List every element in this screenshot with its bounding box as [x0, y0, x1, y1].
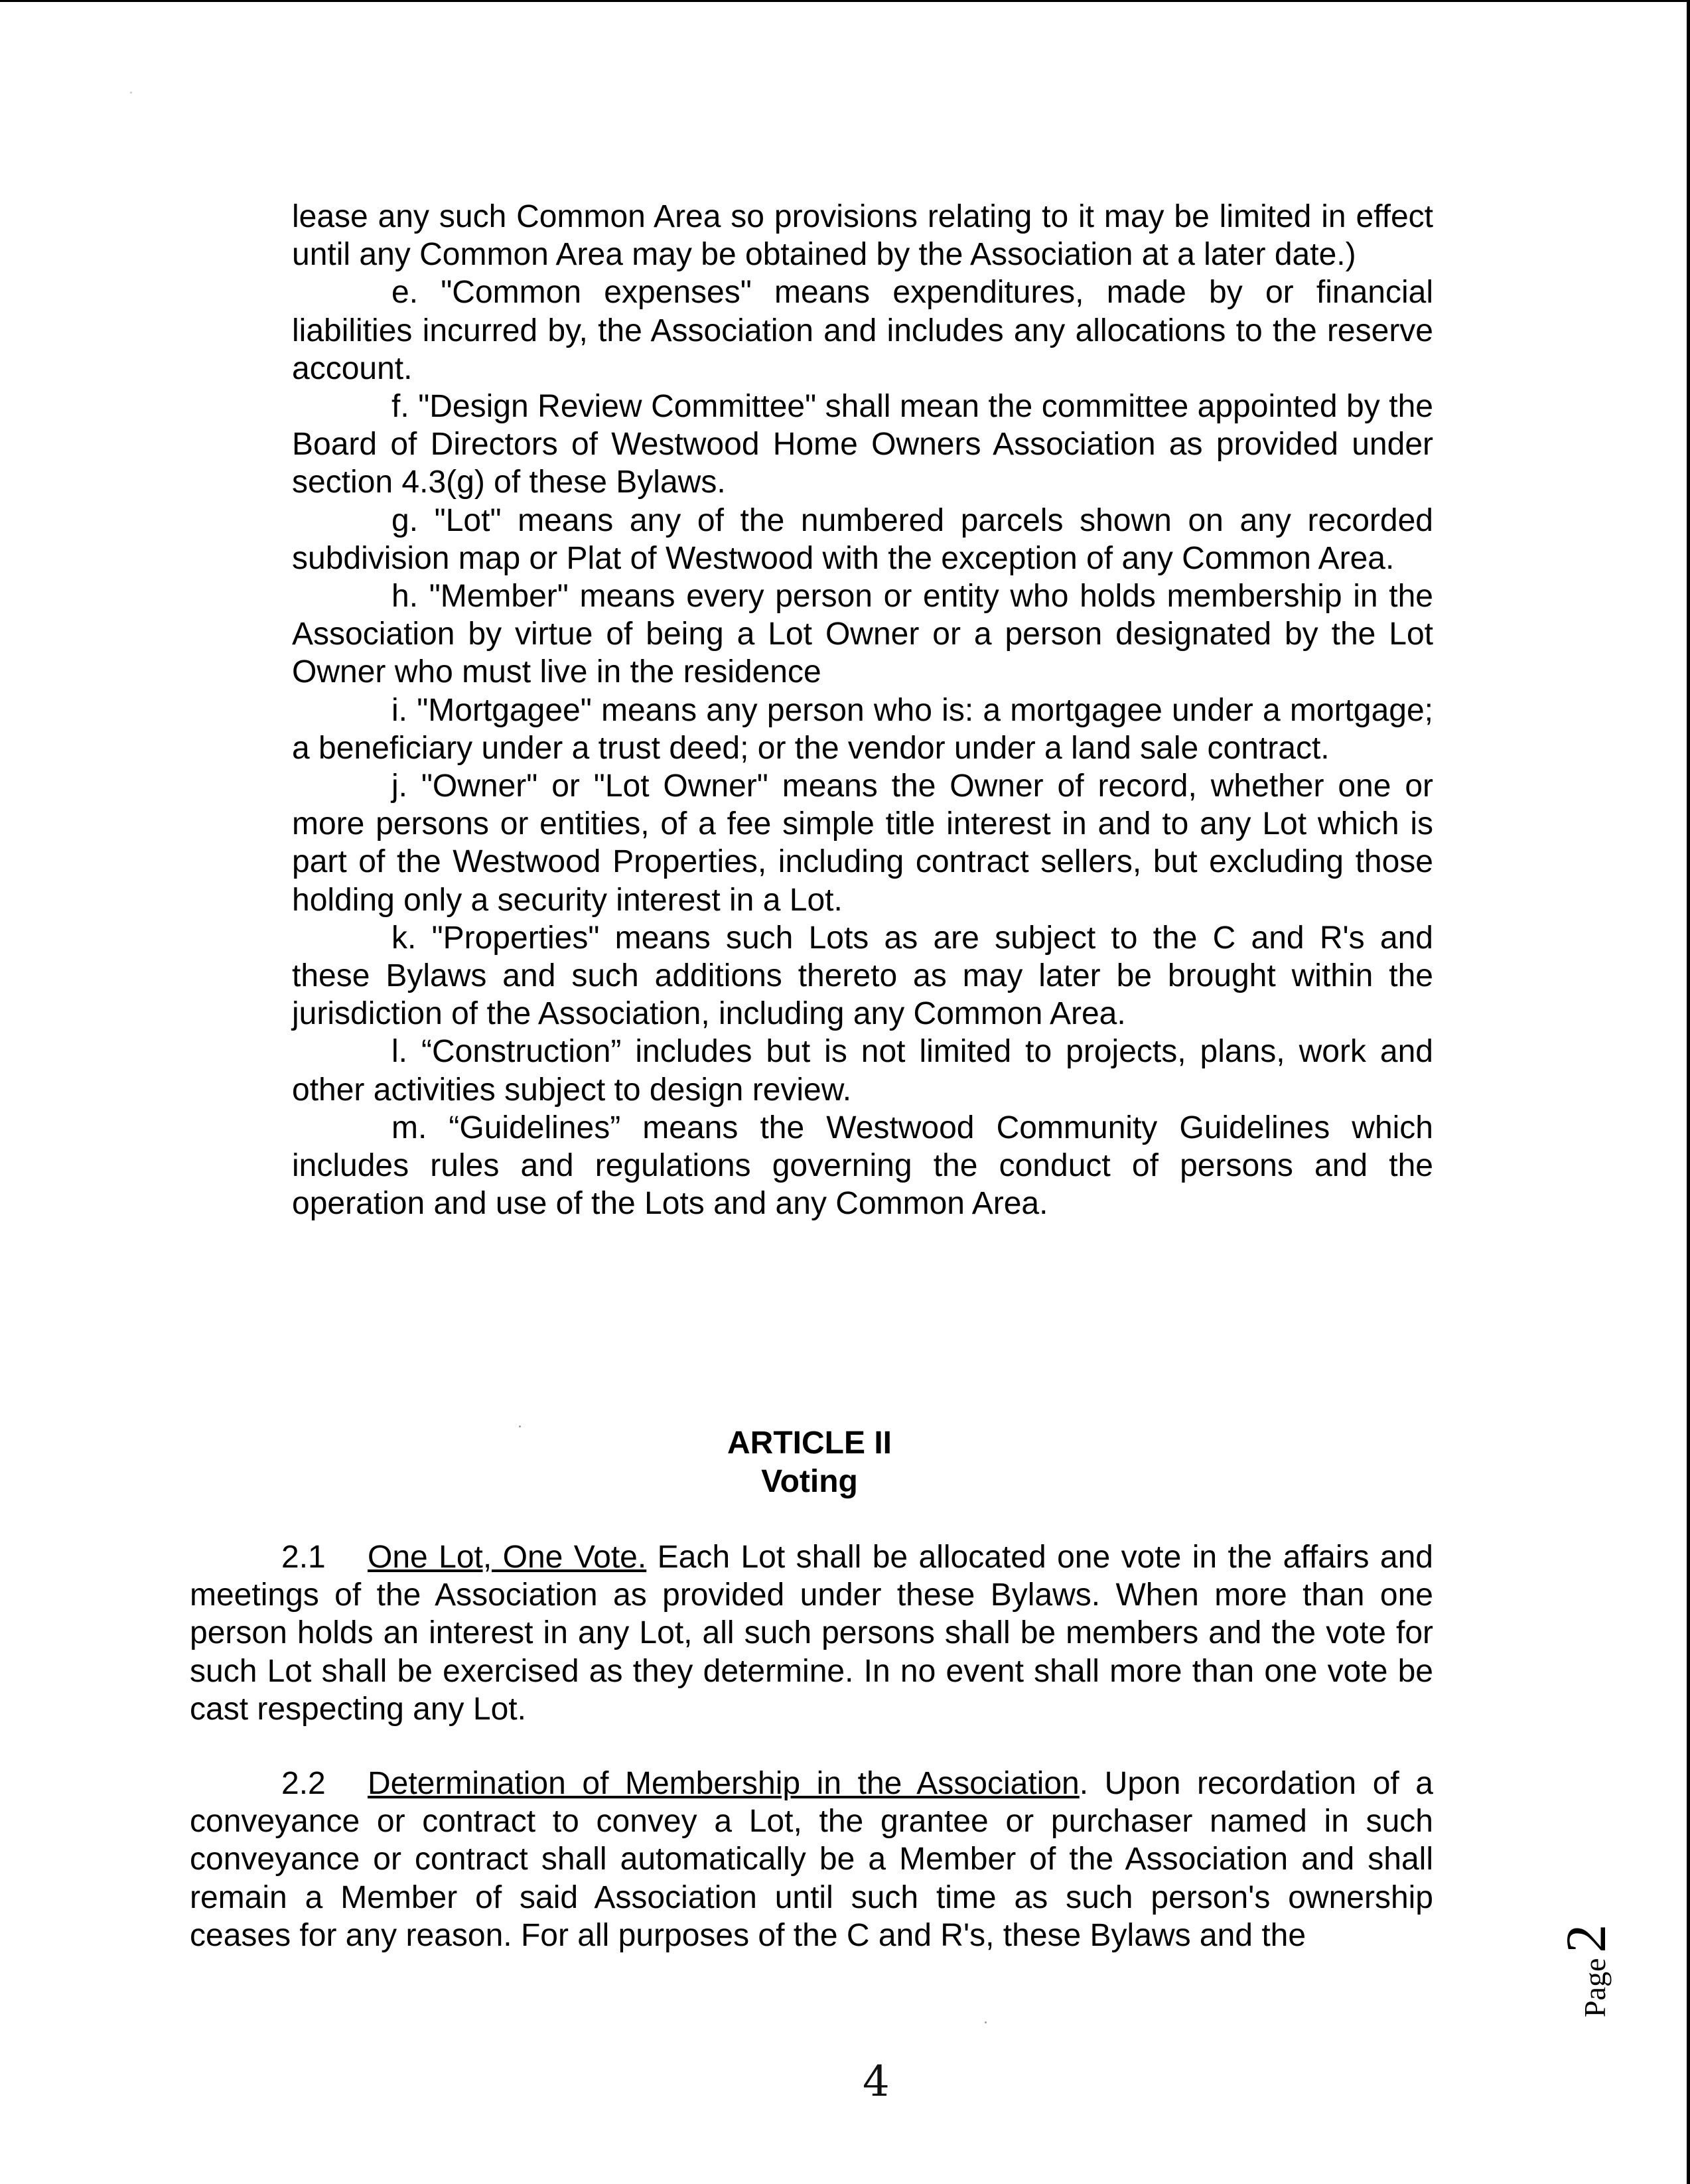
- section-2-2-text: . Upon recordation of a conveyance or contract to convey a Lot, the grantee or purchaser named in such conveyance or contract shall automatically be a Member of the Association and shall remain a Member of said Association until such time as such person's ownership ceases for any reason. For all purposes of the C and R's, these Bylaws and the: [190, 1766, 1434, 1953]
- definition-m: m. “Guidelines” means the Westwood Community Guidelines which includes rules and regulations governing the conduct of persons and the operation and use of the Lots and any Common Area.: [292, 1110, 1433, 1222]
- section-2-1: [190, 1538, 1433, 1728]
- scan-speck: [519, 1425, 521, 1427]
- page-stamp-rotated: [1553, 1905, 1618, 2017]
- definition-g: g. "Lot" means any of the numbered parcels shown on any recorded subdivision map or Plat of Westwood with the exception of any Common Area.: [292, 502, 1433, 576]
- definitions-block: [292, 198, 1433, 1222]
- page-stamp-word: Page: [1578, 1958, 1612, 2017]
- definition-h: h. "Member" means every person or entity who holds membership in the Association by virtue of being a Lot Owner or a person designated by the Lot Owner who must live in the residence: [292, 579, 1433, 690]
- article-number: ARTICLE II: [727, 1425, 892, 1461]
- definition-f: f. "Design Review Committee" shall mean the committee appointed by the Board of Directors of Westwood Home Owners Association as provided under section 4.3(g) of these Bylaws.: [292, 389, 1433, 500]
- handwritten-page-number: 4: [863, 2057, 890, 2106]
- scan-speck: [985, 2021, 987, 2023]
- section-2-2-paragraph: [190, 1765, 1433, 1954]
- page-stamp: [1553, 1905, 1618, 2017]
- definition-l: l. “Construction” includes but is not limited to projects, plans, work and other activities subject to design review.: [292, 1034, 1433, 1108]
- section-2-2: [190, 1765, 1433, 1954]
- definition-e: e. "Common expenses" means expenditures, made by or financial liabilities incurred by, the Association and includes any allocations to the reserve account.: [292, 275, 1433, 386]
- section-2-1-text: Each Lot shall be allocated one vote in the affairs and meetings of the Association as provided under these Bylaws. When more than one person holds an interest in any Lot, all such persons shall be members and the vote for such Lot shall be exercised as they determine. In no event shall more than one vote be cast respecting any Lot.: [190, 1540, 1433, 1727]
- page-border-top: [0, 0, 1690, 2]
- section-2-2-number: 2.2: [281, 1766, 326, 1801]
- definition-k: k. "Properties" means such Lots as are subject to the C and R's and these Bylaws and such additions thereto as may later be brought within the jurisdiction of the Association, including any Common Area.: [292, 920, 1433, 1032]
- page-border-right: [1687, 0, 1690, 2184]
- section-2-1-paragraph: [190, 1538, 1433, 1728]
- definition-i: i. "Mortgagee" means any person who is: a mortgagee under a mortgage; a beneficiary under a trust deed; or the vendor under a land sale contract.: [292, 692, 1433, 766]
- scan-speck: [130, 92, 132, 94]
- section-2-2-title: Determination of Membership in the Association: [368, 1766, 1080, 1801]
- definition-continuation: lease any such Common Area so provisions relating to it may be limited in effect until any Common Area may be obtained by the Association at a later date.): [292, 199, 1433, 273]
- article-title: Voting: [761, 1464, 858, 1499]
- section-2-1-number: 2.1: [281, 1540, 326, 1575]
- page-stamp-number: 2: [1554, 1924, 1618, 1953]
- definition-j: j. "Owner" or "Lot Owner" means the Owner of record, whether one or more persons or entities, of a fee simple title interest in and to any Lot which is part of the Westwood Properties, including contract sellers, but excluding those holding only a security interest in a Lot.: [292, 768, 1433, 918]
- section-2-1-title: One Lot, One Vote.: [368, 1540, 647, 1575]
